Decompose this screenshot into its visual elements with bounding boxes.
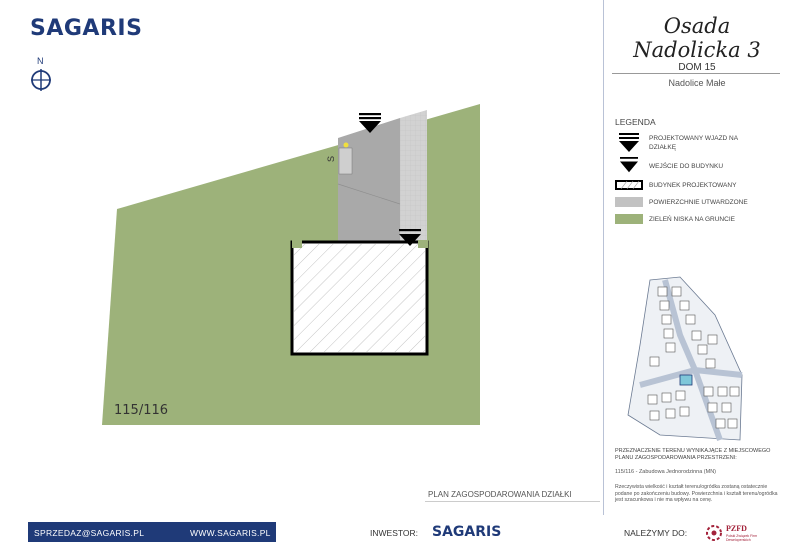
title-rule [612, 73, 780, 74]
legend-label: PROJEKTOWANY WJAZD NA DZIAŁKĘ [649, 135, 738, 151]
legend-item-building [615, 180, 759, 190]
legend-title: LEGENDA [615, 117, 656, 127]
sagaris-logo: SAGARIS [30, 16, 143, 41]
driveway [338, 118, 400, 258]
paving-swatch-icon [615, 197, 643, 207]
compass-label: N [37, 56, 44, 66]
location-name: Nadolice Małe [668, 78, 726, 88]
legend-item-paving [615, 197, 759, 207]
zoning-note: Rzeczywista wielkość i kształt terenu/ogródka zostaną ostatecznie podane po zakończeniu budowy. Powierzchnia i kształt terenu/ogródka jest szacunkowa i nie ma wpływu na cenę. [615, 484, 778, 503]
legend-item-lawn [615, 214, 759, 224]
investor-label: INWESTOR: [370, 528, 419, 538]
parking-spot-marker [339, 148, 352, 174]
driveway-arrow-icon [615, 133, 643, 153]
panel-divider [603, 0, 604, 515]
legend-item-driveway [615, 133, 759, 153]
caption-divider [425, 501, 600, 502]
investor-logo: SAGARIS [432, 524, 502, 540]
email-link[interactable]: SPRZEDAZ@SAGARIS.PL [34, 528, 145, 538]
legend-item-entrance [615, 157, 759, 175]
lawn-swatch-icon [615, 214, 643, 224]
legend-label: WEJŚCIE DO BUDYNKU [649, 162, 724, 170]
plan-caption: PLAN ZAGOSPODAROWANIA DZIAŁKI [428, 490, 572, 499]
estate-overview-map [620, 275, 748, 445]
website-link[interactable]: WWW.SAGARIS.PL [190, 528, 271, 538]
site-plan [95, 100, 495, 440]
legend-label: POWIERZCHNIE UTWARDZONE [649, 198, 748, 206]
house-number: DOM 15 [678, 62, 716, 73]
parcel-number: 115/116 [114, 403, 169, 418]
compass-icon [28, 54, 54, 94]
pzfd-name: PZFD [726, 524, 747, 533]
entrance-arrow-icon [615, 157, 643, 175]
legend-label: BUDYNEK PROJEKTOWANY [649, 181, 737, 189]
project-title: Osada Nadolicka 3 [633, 14, 761, 62]
zoning-line: 115/116 - Zabudowa Jednorodzinna (MN) [615, 469, 716, 475]
pzfd-logo-icon [705, 524, 723, 542]
pzfd-subtitle: Polski Związek Firm Deweloperskich [726, 534, 758, 542]
legend-label: ZIELEŃ NISKA NA GRUNCIE [649, 215, 735, 223]
member-label: NALEŻYMY DO: [624, 528, 688, 538]
entrance-marker-label: S [326, 155, 336, 162]
building-swatch-icon [615, 180, 643, 190]
highlighted-plot [680, 375, 692, 385]
zoning-heading: PRZEZNACZENIE TERENU WYNIKAJĄCE Z MIEJSCOWEGO PLANU ZAGOSPODAROWANIA PRZESTRZENI: [615, 448, 771, 461]
